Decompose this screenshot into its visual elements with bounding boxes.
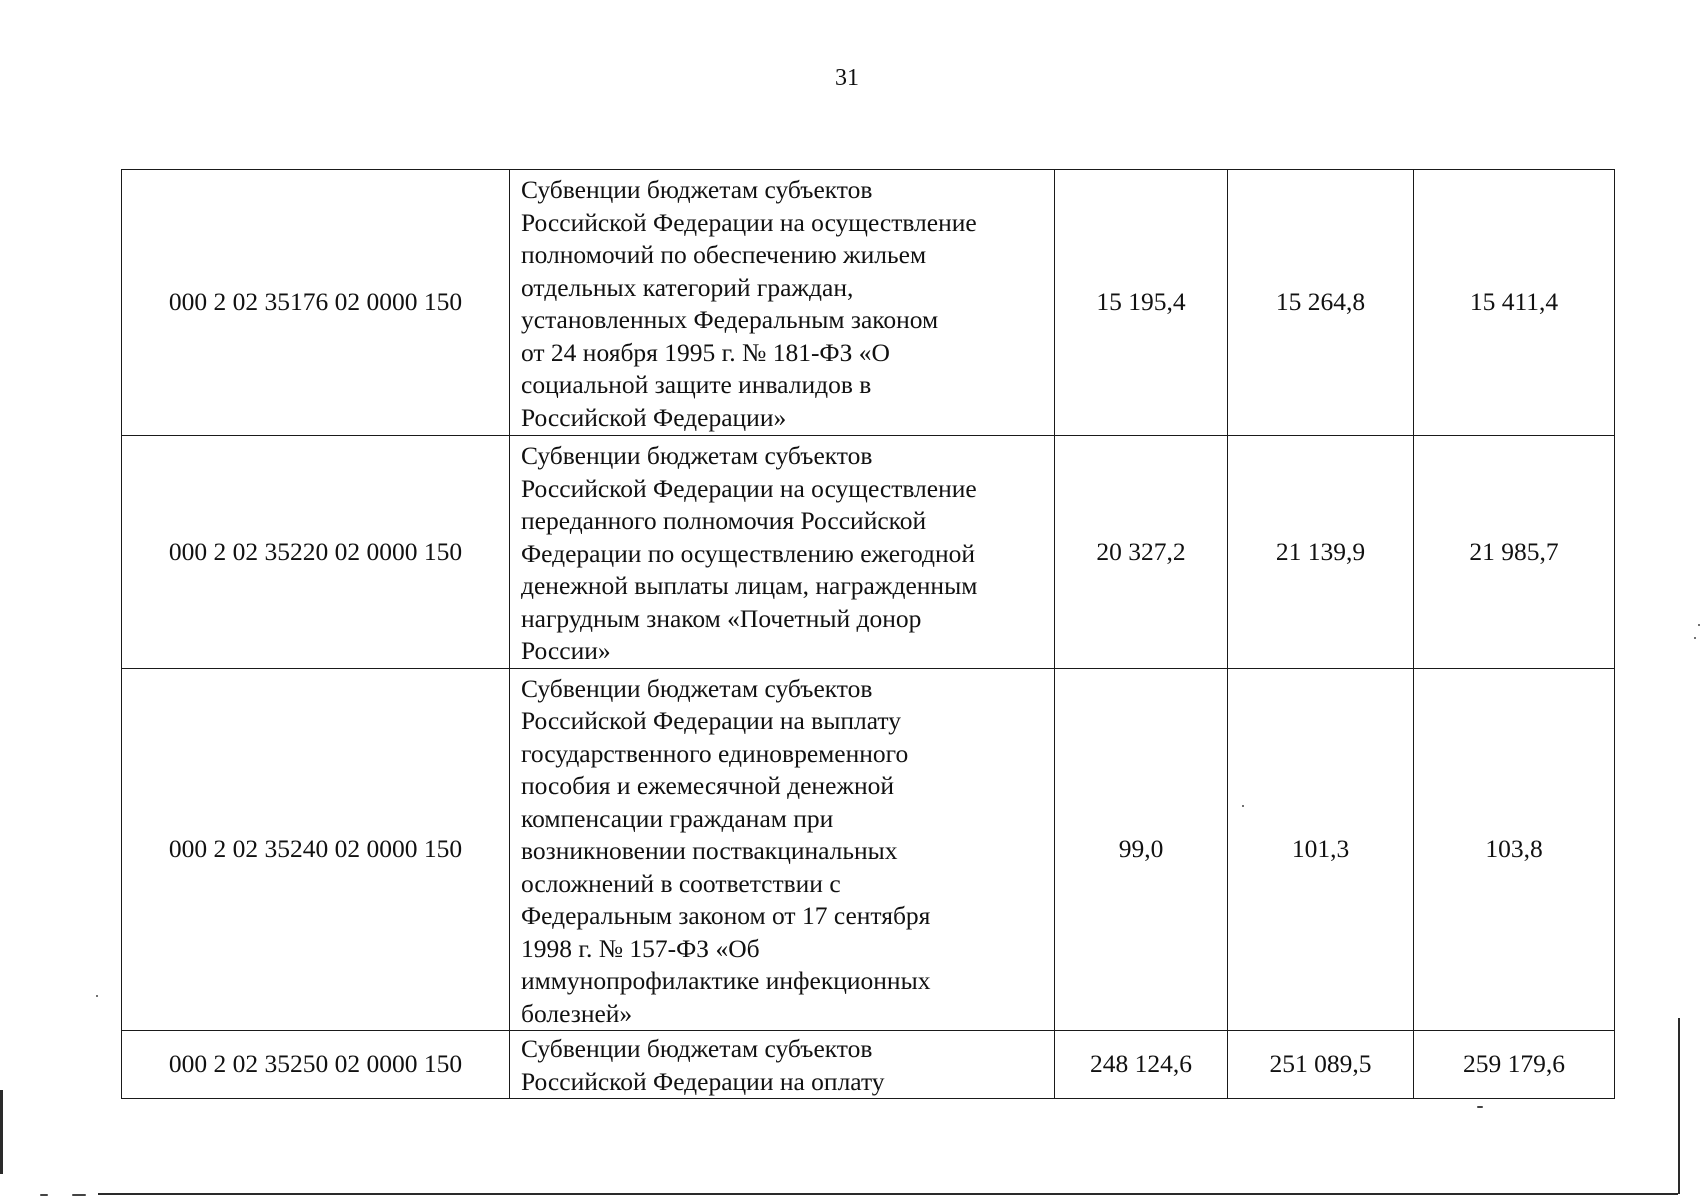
description-line: Российской Федерации на осуществление xyxy=(521,207,977,237)
description-cell xyxy=(510,668,1055,1031)
scan-speck xyxy=(72,1194,86,1196)
scan-speck xyxy=(1698,624,1700,626)
page-number: 31 xyxy=(835,65,859,91)
amount-year-3-cell: 103,8 xyxy=(1414,668,1615,1031)
description-line: государственного единовременного xyxy=(521,738,909,768)
description-cell xyxy=(510,436,1055,669)
budget-code-cell: 000 2 02 35250 02 0000 150 xyxy=(122,1031,510,1099)
description-line: денежной выплаты лицам, награжденным xyxy=(521,571,978,600)
description-line: осложнений в соответствии с xyxy=(521,868,841,898)
budget-table xyxy=(121,169,1615,1099)
description-line: переданного полномочия Российской xyxy=(521,506,927,535)
description-line: России» xyxy=(521,636,611,665)
amount-year-2-cell: 15 264,8 xyxy=(1228,170,1414,436)
description-line: иммунопрофилактике инфекционных xyxy=(521,966,931,995)
amount-year-2-cell: 21 139,9 xyxy=(1228,436,1414,669)
table-row xyxy=(122,170,1615,436)
description-line: пособия и ежемесячной денежной xyxy=(521,771,895,800)
amount-year-1-cell: 20 327,2 xyxy=(1055,436,1228,669)
scan-speck xyxy=(1694,637,1696,639)
description-line: отдельных категорий граждан, xyxy=(521,272,854,302)
amount-year-1-cell: 15 195,4 xyxy=(1055,170,1228,436)
description-line: Субвенции бюджетам субъектов xyxy=(521,441,873,470)
description-line: компенсации гражданам при xyxy=(521,803,834,833)
amount-year-2-cell: 101,3 xyxy=(1228,668,1414,1031)
description-line: социальной защите инвалидов в xyxy=(521,370,872,399)
description-cell xyxy=(510,170,1055,436)
budget-code-cell: 000 2 02 35176 02 0000 150 xyxy=(122,170,510,436)
scan-edge-line xyxy=(1678,1018,1680,1194)
amount-year-3-cell: 21 985,7 xyxy=(1414,436,1615,669)
amount-year-2-cell: 251 089,5 xyxy=(1228,1031,1414,1099)
description-cell xyxy=(510,1031,1055,1099)
description-line: Российской Федерации на осуществление xyxy=(521,473,977,503)
description-line: нагрудным знаком «Почетный донор xyxy=(521,603,922,633)
scan-edge-line xyxy=(0,1090,3,1174)
budget-code-cell: 000 2 02 35220 02 0000 150 xyxy=(122,436,510,669)
description-line: полномочий по обеспечению жильем xyxy=(521,240,927,269)
description-line: установленных Федеральным законом xyxy=(521,305,939,334)
description-line: от 24 ноября 1995 г. № 181-ФЗ «О xyxy=(521,337,890,367)
description-line: Российской Федерации на выплату xyxy=(521,706,901,735)
description-line: Федеральным законом от 17 сентября xyxy=(521,901,931,930)
scan-speck xyxy=(96,995,98,997)
scan-speck xyxy=(1477,1106,1483,1108)
table-row xyxy=(122,1031,1615,1099)
scan-speck xyxy=(1242,805,1244,807)
amount-year-1-cell: 99,0 xyxy=(1055,668,1228,1031)
scan-edge-line xyxy=(98,1193,1678,1195)
table-row xyxy=(122,668,1615,1031)
description-line: Российской Федерации» xyxy=(521,402,787,432)
amount-year-1-cell: 248 124,6 xyxy=(1055,1031,1228,1099)
description-line: Федерации по осуществлению ежегодной xyxy=(521,538,975,568)
budget-code-cell: 000 2 02 35240 02 0000 150 xyxy=(122,668,510,1031)
amount-year-3-cell: 259 179,6 xyxy=(1414,1031,1615,1099)
description-line: Субвенции бюджетам субъектов xyxy=(521,673,873,703)
description-line: болезней» xyxy=(521,998,633,1028)
table-row xyxy=(122,436,1615,669)
description-line: 1998 г. № 157-ФЗ «Об xyxy=(521,933,760,963)
description-line: Российской Федерации на оплату xyxy=(521,1066,885,1096)
description-line: возникновении поствакцинальных xyxy=(521,836,898,865)
amount-year-3-cell: 15 411,4 xyxy=(1414,170,1615,436)
description-line: Субвенции бюджетам субъектов xyxy=(521,1034,873,1063)
scan-speck xyxy=(40,1194,48,1196)
description-line: Субвенции бюджетам субъектов xyxy=(521,175,873,204)
